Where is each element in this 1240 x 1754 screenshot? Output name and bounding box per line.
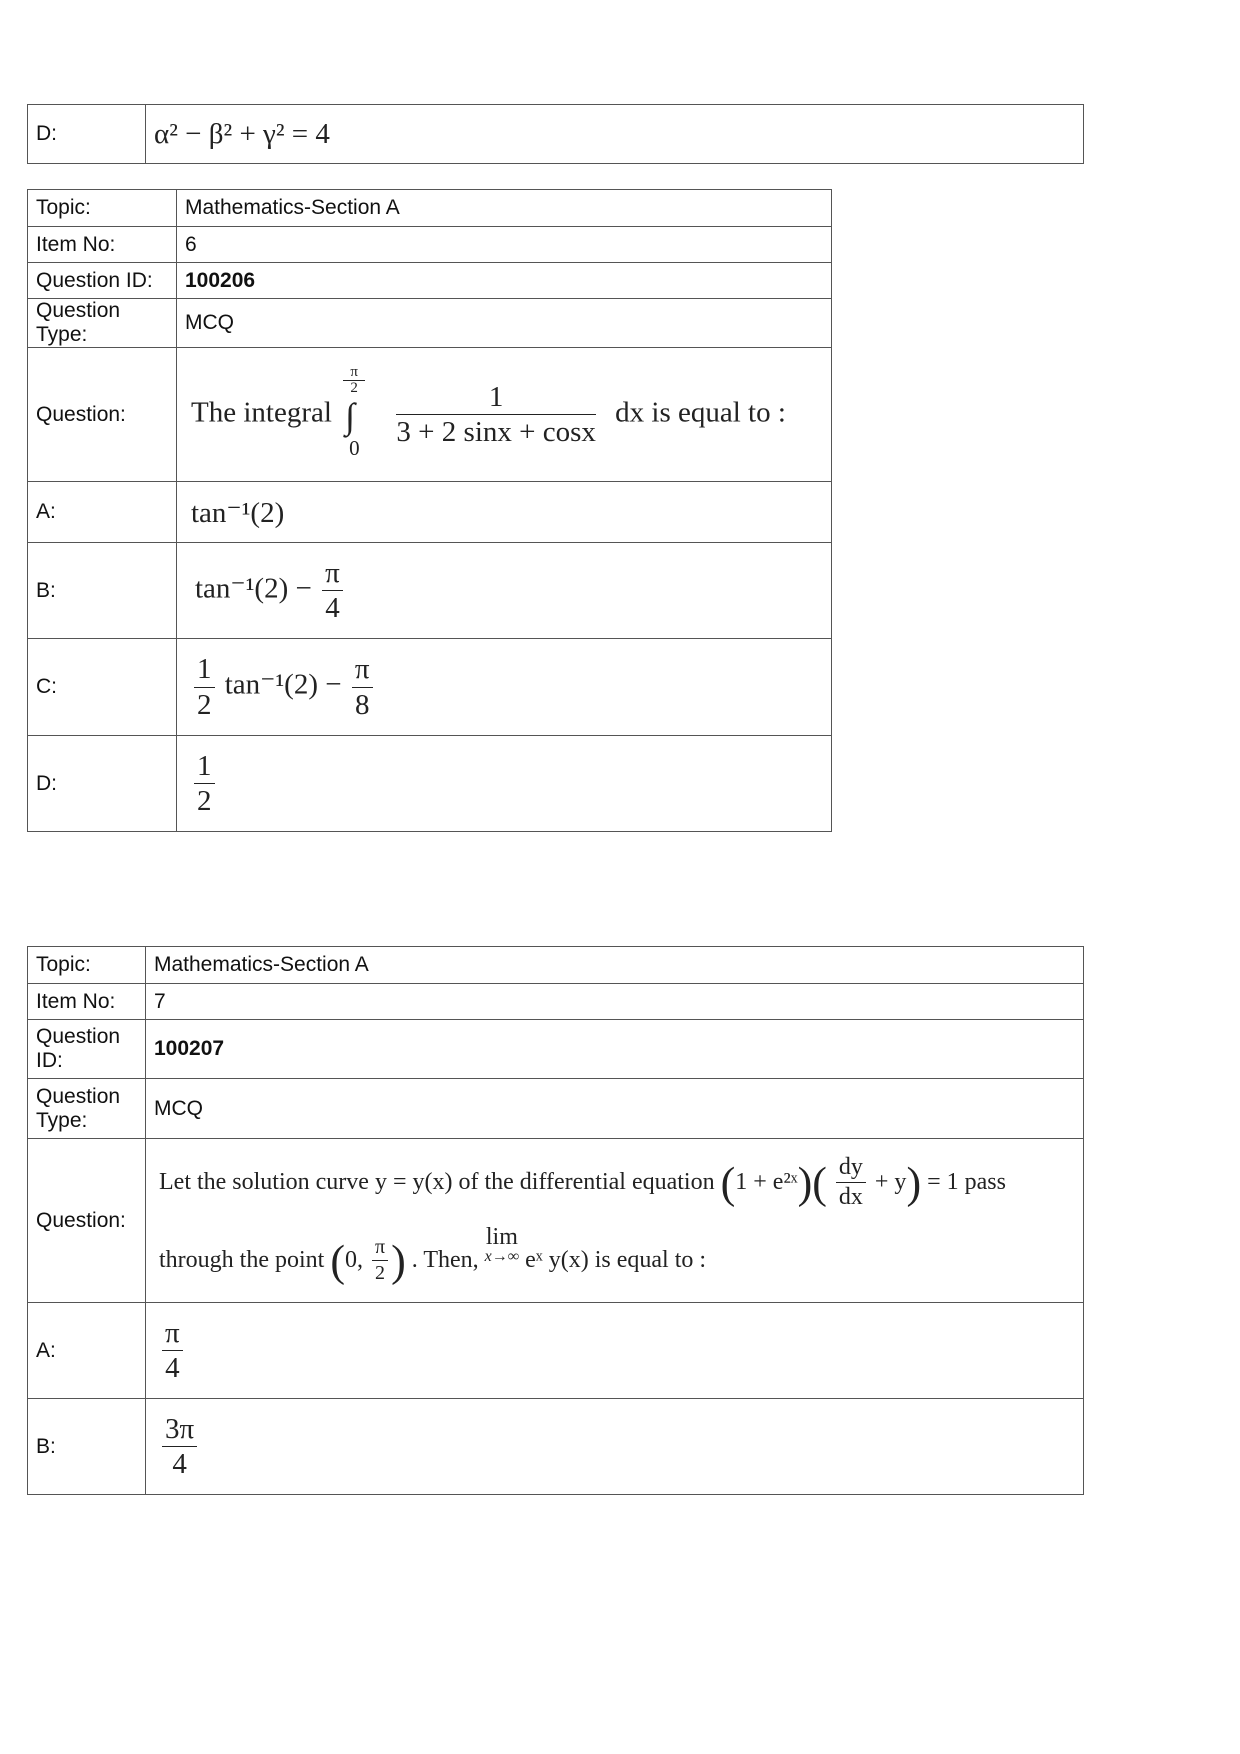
- item-row: [28, 984, 1084, 1020]
- question-5-tail: [27, 104, 1084, 164]
- question-id-row: [28, 1020, 1084, 1079]
- topic-label: Topic:: [28, 190, 177, 227]
- option-label: D:: [28, 736, 177, 832]
- dy-dx-fraction: [836, 1155, 866, 1210]
- option-b-text: tan⁻¹(2) −: [195, 572, 312, 605]
- integrand-fraction: [396, 382, 595, 448]
- option-c-math: [177, 639, 832, 736]
- fraction-den: 4: [172, 1448, 187, 1480]
- fraction-den: 2: [197, 688, 212, 721]
- option-b-fraction: [162, 1414, 197, 1480]
- option-d-math: α² − β² + γ² = 4: [146, 105, 1084, 164]
- question-6-table: [27, 189, 832, 832]
- upper-limit-den: 2: [350, 379, 358, 396]
- integrand-den: 3 + 2 sinx + cosx: [396, 416, 596, 448]
- question-math: [177, 348, 832, 482]
- point-fraction: [372, 1237, 388, 1284]
- option-row-d: [28, 105, 1084, 164]
- fraction-den: 8: [354, 688, 370, 721]
- option-row-a: [28, 1303, 1084, 1399]
- fraction-den: 2: [197, 785, 212, 817]
- limit-word: lim: [485, 1223, 518, 1250]
- fraction-num: 1: [194, 654, 215, 687]
- question-type-value: MCQ: [177, 299, 832, 348]
- fraction-num: dy: [836, 1155, 866, 1183]
- e-term: 1 + e²ˣ: [735, 1168, 798, 1195]
- question-type-row: [28, 299, 832, 348]
- option-c-text: tan⁻¹(2) −: [224, 668, 342, 701]
- integrand-num: 1: [396, 382, 595, 415]
- option-row-c: [28, 639, 832, 736]
- option-label: A:: [28, 1303, 146, 1399]
- item-label: Item No:: [28, 227, 177, 263]
- then-text: . Then,: [411, 1246, 479, 1273]
- item-value: 7: [146, 984, 1084, 1020]
- question-line-2-end: eˣ y(x) is equal to :: [525, 1246, 707, 1273]
- topic-label: Topic:: [28, 947, 146, 984]
- question-type-row: [28, 1079, 1084, 1139]
- topic-row: [28, 190, 832, 227]
- question-prefix: The integral: [191, 396, 332, 429]
- item-row: [28, 227, 832, 263]
- question-row: [28, 1139, 1084, 1303]
- upper-limit-num: π: [343, 365, 365, 381]
- fraction-num: π: [352, 654, 373, 687]
- integral-upper-limit: [343, 365, 365, 396]
- fraction-den: 4: [325, 592, 340, 624]
- option-label: C:: [28, 639, 177, 736]
- question-label: Question:: [28, 1139, 146, 1303]
- fraction-num: 3π: [162, 1414, 197, 1447]
- question-id-row: [28, 263, 832, 299]
- fraction-den: 4: [165, 1352, 180, 1384]
- plus-y: + y: [874, 1168, 907, 1195]
- fraction-den: 2: [375, 1262, 386, 1285]
- fraction-num: π: [162, 1318, 183, 1351]
- integral-sign: $\frac{\pi}{2}$ ∫ 0: [343, 365, 371, 465]
- option-c-fraction-2: [352, 654, 373, 720]
- option-label: D:: [28, 105, 146, 164]
- point-zero: 0,: [344, 1246, 363, 1273]
- fraction-num: 1: [194, 751, 215, 784]
- option-a-math: [146, 1303, 1084, 1399]
- option-row-b: [28, 1399, 1084, 1495]
- fraction-num: π: [372, 1237, 388, 1261]
- question-id-label: Question ID:: [28, 1020, 146, 1079]
- question-id-value: 100207: [146, 1020, 1084, 1079]
- option-a-math: tan⁻¹(2): [177, 482, 832, 543]
- fraction-den: dx: [838, 1184, 863, 1211]
- option-b-math: [146, 1399, 1084, 1495]
- question-label: Question:: [28, 348, 177, 482]
- fraction-num: π: [322, 558, 343, 591]
- option-row-b: [28, 543, 832, 639]
- question-type-label: Question Type:: [28, 299, 177, 348]
- option-row-d: [28, 736, 832, 832]
- limit: [485, 1225, 520, 1265]
- question-line-2-text: through the point: [159, 1246, 325, 1273]
- question-type-value: MCQ: [146, 1079, 1084, 1139]
- topic-row: [28, 947, 1084, 984]
- option-a-fraction: [162, 1318, 183, 1384]
- question-line-1: Let the solution curve y = y(x) of the differential equation (1 + e²ˣ)( $\frac{dy}{dx}$ + y) = 1 pass: [159, 1154, 1006, 1211]
- question-id-label: Question ID:: [28, 263, 177, 299]
- item-value: 6: [177, 227, 832, 263]
- option-d-fraction: [194, 751, 215, 817]
- option-b-fraction: [322, 558, 343, 624]
- question-7-table: [27, 946, 1084, 1495]
- option-c-fraction-1: [194, 654, 215, 720]
- question-line-2: through the point (0, $\frac{\pi}{2}$ ) . Then, lim x→∞ eˣ y(x) is equal to :: [159, 1223, 707, 1285]
- question-line-1-end: = 1 pass: [927, 1168, 1006, 1195]
- option-b-math: [177, 543, 832, 639]
- question-suffix: dx is equal to :: [615, 396, 786, 429]
- question-row: [28, 348, 832, 482]
- topic-value: Mathematics-Section A: [177, 190, 832, 227]
- question-math: [146, 1139, 1084, 1303]
- integral-lower-limit: 0: [349, 435, 360, 460]
- option-label: B:: [28, 1399, 146, 1495]
- limit-subscript: x→∞: [484, 1247, 520, 1265]
- option-d-math: [177, 736, 832, 832]
- option-row-a: [28, 482, 832, 543]
- topic-value: Mathematics-Section A: [146, 947, 1084, 984]
- option-label: B:: [28, 543, 177, 639]
- question-id-value: 100206: [177, 263, 832, 299]
- item-label: Item No:: [28, 984, 146, 1020]
- option-label: A:: [28, 482, 177, 543]
- question-type-label: Question Type:: [28, 1079, 146, 1139]
- question-line-1-text: Let the solution curve y = y(x) of the differential equation: [159, 1168, 715, 1195]
